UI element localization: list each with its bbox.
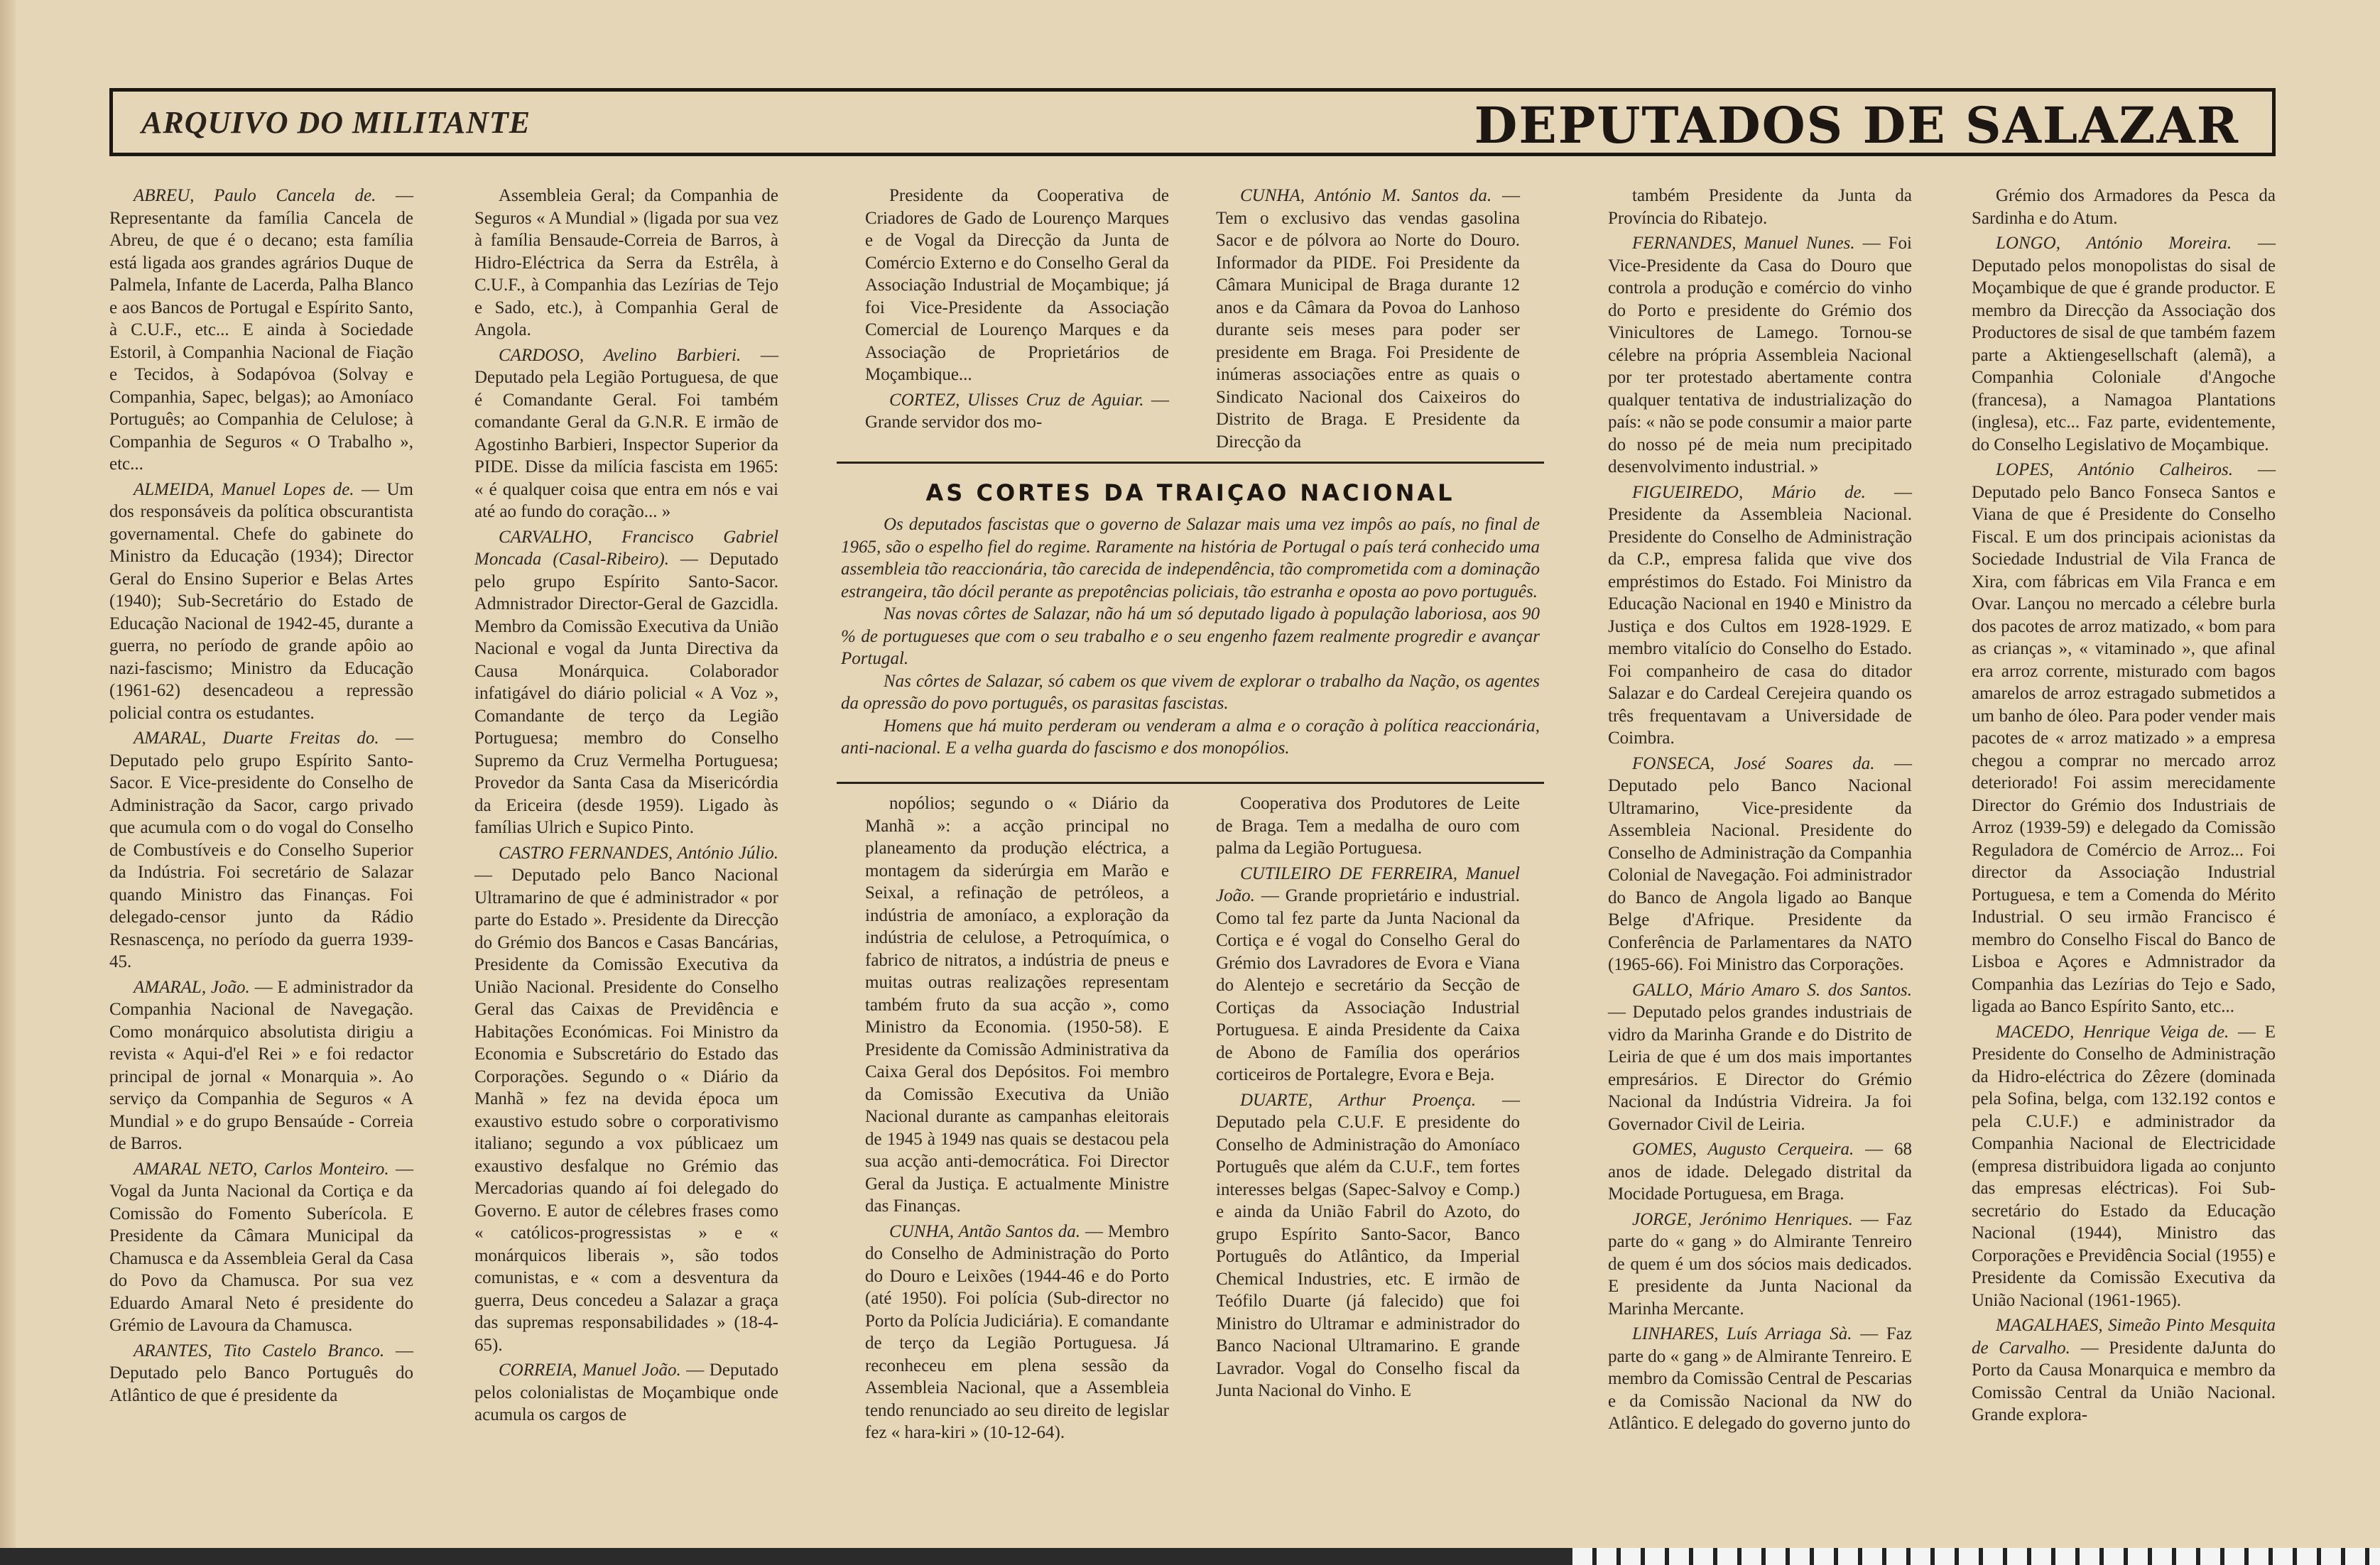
entry-text: também Presidente da Junta da Província do Ribatejo. xyxy=(1608,186,1912,228)
entry xyxy=(1972,185,2276,229)
entry xyxy=(1608,1323,1912,1435)
entry xyxy=(1216,863,1520,1086)
entry xyxy=(1608,979,1912,1136)
deputy-name: AMARAL NETO, Carlos Monteiro. xyxy=(134,1159,389,1179)
section-title: ARQUIVO DO MILITANTE xyxy=(141,105,531,140)
column-4-bottom xyxy=(1216,792,1520,1402)
entry-text: — 68 anos de idade. Delegado distrital da Mocidade Portuguesa, em Braga. xyxy=(1608,1140,1913,1204)
entry xyxy=(1972,459,2276,1018)
entry xyxy=(1608,753,1912,976)
entry xyxy=(109,185,413,476)
entry xyxy=(109,976,413,1155)
entry xyxy=(1608,1138,1912,1206)
deputy-name: CUNHA, António M. Santos da. xyxy=(1240,186,1492,205)
entry-text: Grémio dos Armadores da Pesca da Sardinha e do Atum. xyxy=(1972,186,2276,228)
deputy-name: LINHARES, Luís Arriaga Sà. xyxy=(1632,1324,1852,1343)
entry-text: — Presidente daJunta do Porto da Causa Monarquica e membro da Comissão Central da União Nacional. Grande explora- xyxy=(1972,1338,2276,1424)
entry-text: — Deputado pelos colonialistas de Moçambique onde acumula os cargos de xyxy=(474,1360,778,1424)
deputy-name: DUARTE, Arthur Proença. xyxy=(1240,1090,1477,1110)
deputy-name: CARVALHO, Francisco Gabriel Moncada (Casal-Ribeiro). xyxy=(474,527,778,569)
deputy-name: CASTRO FERNANDES, António Júlio. xyxy=(499,843,778,863)
entry-text: — Grande proprietário e industrial. Como tal fez parte da Junta Nacional da Cortiça e é vogal do Conselho Geral do Grémio dos Lavradores de Evora e Viana do Alentejo e secretário da Secção de Cortiças da Associação Industrial Portuguesa. E ainda Presidente da Caixa de Abono de Família dos operários corticeiros de Portalegre, Evora e Beja. xyxy=(1216,886,1520,1084)
entry xyxy=(1608,232,1912,479)
deputy-name: MACEDO, Henrique Veiga de. xyxy=(1996,1022,2229,1042)
entry-text: — Deputado pelo grupo Espírito Santo-Sacor. E Vice-presidente do Conselho de Administração da Sacor, cargo privado que acumula com o do vogal do Conselho de Combustíveis e do Conselho Superior da Indústria. Foi secretário de Salazar quando Ministro das Finanças. Foi delegado-censor junto da Rádio Resnascença, no período da guerra 1939-45. xyxy=(109,729,413,971)
deputy-name: CUTILEIRO DE FERREIRA, Manuel João. xyxy=(1216,863,1520,905)
entry xyxy=(109,479,413,725)
column-3-top xyxy=(865,185,1169,434)
entry-text: — Deputado pelos grandes industriais de vidro da Marinha Grande e do Distrito de Leiria de que é um dos mais importantes empresários. E Director do Grémio Nacional da Indústria Vidreira. Ja foi Governador Civil de Leiria. xyxy=(1608,1003,1912,1134)
entry xyxy=(1608,481,1912,750)
entry-text: — E administrador da Companhia Nacional de Navegação. Como monárquico absolutista dirigiu a revista « Aqui-d'el Rei » e foi redactor principal de jornal « Monarquia ». Ao serviço da Companhia de Seguros « A Mundial » e do grupo Bensaúde - Correia de Barros. xyxy=(109,977,413,1153)
deputy-name: FIGUEIREDO, Mário de. xyxy=(1632,482,1866,502)
editorial-paragraph: Homens que há muito perderam ou venderam a alma e o coração à política reaccionária, anti-nacional. E a velha guarda do fascismo e dos monopólios. xyxy=(841,716,1540,758)
deputy-name: GALLO, Mário Amaro S. dos Santos. xyxy=(1632,980,1912,1000)
entry-text: — Deputado pelo Banco Nacional Ultramarino de que é administrador « por parte do Estado ». Presidente da Direcção do Grémio dos Bancos e Casas Bancárias, Presidente da Comissão Executiva da União Nacional. Presidente do Conselho Geral das Caixas de Previdência e Habitações Económicas. Foi Ministro da Economia e Subscretário do Estado das Corporações. Segundo o « Diário da Manhã » fez na devida época um exaustivo estudo sobre o corporativismo italiano; segundo a vox públicaez um exaustivo desfalque no Grémio das Mercadorias quando aí foi delegado do Governo. E autor de célebres frases como « católicos-progressistas » e « monárquicos liberais », são todos comunistas, e « com a desventura da guerra, Deus concedeu a Salazar a graça das supremas responsabilidades » (18-4-65). xyxy=(474,866,778,1355)
entry-text: — Presidente da Assembleia Nacional. Presidente do Conselho de Administração da C.P., empresa falida que vive dos empréstimos do Estado. Foi Ministro da Educação Nacional en 1940 e Ministro da Justiça e dos Cultos em 1928-1929. E membro vitalício do Conselho do Estado. Foi companheiro de casa do ditador Salazar e do Cardeal Cerejeira quando os três frequentavam a Universidade de Coimbra. xyxy=(1608,482,1912,748)
entry-text: Assembleia Geral; da Companhia de Seguros « A Mundial » (ligada por sua vez à família Bensaude-Correia de Barros, à Hidro-Eléctrica da Serra da Estrêla, à C.U.F., à Companhia das Lezírias de Tejo e Sado, etc.), à Companhia Geral de Angola. xyxy=(474,186,778,339)
editorial-title: AS CORTES DA TRAIÇAO NACIONAL xyxy=(925,479,1455,506)
editorial-box xyxy=(837,462,1544,784)
deputy-name: MAGALHAES, Simeão Pinto Mesquita de Carvalho. xyxy=(1972,1316,2276,1358)
deputy-name: AMARAL, João. xyxy=(134,977,250,997)
deputy-name: ABREU, Paulo Cancela de. xyxy=(134,186,376,205)
editorial-paragraph: Os deputados fascistas que o governo de Salazar mais uma vez impôs ao país, no final de 1965, são o espelho fiel do regime. Raramente na história de Portugal o país terá conhecido uma assembleia tão reaccionária, tão carecida de independência, tão comprometida com a dominação estrangeira, tão dócil perante as prepotências policiais, tão estranha e oposta ao povo português. xyxy=(841,515,1540,601)
entry-text: — Grande servidor dos mo- xyxy=(865,390,1169,432)
entry xyxy=(1608,185,1912,229)
deputy-name: ALMEIDA, Manuel Lopes de. xyxy=(134,479,354,499)
entry xyxy=(474,185,778,342)
editorial-text xyxy=(841,513,1540,760)
entry-text: — Membro do Conselho de Administração do Porto do Douro e Leixões (1944-46 e do Porto (até 1950). Foi polícia (Sub-director no Porto da Polícia Judiciária). E comandante de terço da Legião Portuguesa. Já reconheceu em plena sessão da Assembleia Nacional, que a Assembleia tendo renunciado ao seu direito de legislar fez « hara-kiri » (10-12-64). xyxy=(865,1221,1169,1442)
deputy-name: JORGE, Jerónimo Henriques. xyxy=(1632,1209,1853,1229)
entry xyxy=(474,526,778,839)
column-6 xyxy=(1972,185,2276,1427)
deputy-name: CORREIA, Manuel João. xyxy=(499,1360,681,1380)
deputy-name: GOMES, Augusto Cerqueira. xyxy=(1632,1140,1854,1159)
entry-text: — Vogal da Junta Nacional da Cortiça e da Comissão do Fomento Suberícola. E Presidente da Câmara Municipal da Chamusca e da Assembleia Geral da Casa do Povo da Chamusca. Por sua vez Eduardo Amaral Neto é presidente do Grémio de Lavoura da Chamusca. xyxy=(109,1159,413,1335)
deputy-name: AMARAL, Duarte Freitas do. xyxy=(134,729,379,748)
entry-text: — E Presidente do Conselho de Administração da Hidro-eléctrica do Zêzere (dominada pela Sofina, belga, com 132.192 contos e pela C.U.F.) e administrador da Companhia Nacional de Electricidade (empresa distribuidora ligada ao conjunto das empresas eléctricas). Foi Sub-secretário do Estado da Educação Nacional (1944), Ministro das Corporações e Previdência Social (1955) e Presidente da Comissão Executiva da União Nacional (1961-1965). xyxy=(1972,1022,2276,1310)
entry-text: — Representante da família Cancela de Abreu, de que é o decano; esta família está ligada aos grandes agrários Duque de Palmela, Infante de Lacerda, Palha Blanco e aos Bancos de Portugal e Espírito Santo, à C.U.F., etc... E ainda à Sociedade Estoril, à Companhia Nacional de Fiação e Tecidos, à Sodapóvoa (Solvay e Companhia, Sapec, belgas); ao Amoníaco Português; ao Companhia de Celulose; à Companhia de Seguros « O Trabalho », etc... xyxy=(109,186,414,474)
entry-text: — Deputado pelo grupo Espírito Santo-Sacor. Admnistrador Director-Geral de Gazcidla. Membro da Comissão Executiva da União Nacional e vogal da Junta Directiva da Causa Monárquica. Colaborador infatigável do diário policial « A Voz », Comandante de terço da Legião Portuguesa; membro do Conselho Supremo da Cruz Vermelha Portuguesa; Provedor da Santa Casa da Misericórdia da Ericeira (desde 1959). Ligado às famílias Ulrich e Supico Pinto. xyxy=(474,550,778,837)
deputy-name: CUNHA, Antão Santos da. xyxy=(889,1221,1081,1241)
entry-text: — Tem o exclusivo das vendas gasolina Sacor e de pólvora ao Norte do Douro. Informador da PIDE. Foi Presidente da Câmara Municipal de Braga durante 12 anos e da Câmara da Povoa do Lanhoso durante seis meses para poder ser presidente em Braga. Foi Presidente de inúmeras associações entre as quais o Sindicato Nacional dos Caixeiros do Distrito de Braga. E Presidente da Direcção da xyxy=(1216,186,1520,452)
entry-text: — Deputado pelo Banco Português do Atlântico de que é presidente da xyxy=(109,1341,413,1405)
entry-text: — Deputado pelo Banco Nacional Ultramarino, Vice-presidente da Assembleia Nacional. Presidente do Conselho de Administração da Companhia Colonial de Navegação. Foi administrador do Banco de Angola ligado ao Banque Belge d'Afrique. Presidente da Conferência de Parlamentares da NATO (1965-66). Foi Ministro das Corporações. xyxy=(1608,753,1913,974)
page-header xyxy=(109,88,2276,156)
entry-text: — Foi Vice-Presidente da Casa do Douro que controla a produção e comércio do vinho do Porto e presidente do Grémio dos Vinicultores de Lamego. Tornou-se célebre na própria Assembleia Nacional por ter protestado abertamente contra qualquer tentativa de industrialização do país: « não se pode consumir a maior parte do nosso pé de meia num precipitado desenvolvimento industrial. » xyxy=(1608,234,1912,476)
deputy-name: LOPES, António Calheiros. xyxy=(1996,460,2233,479)
entry xyxy=(1972,232,2276,456)
entry-text: — Faz parte do « gang » de Almirante Tenreiro. E membro da Comissão Central de Pescarias e da Comissão Nacional da NW do Atlântico. E delegado do governo junto do xyxy=(1608,1324,1912,1433)
entry-text: — Deputado pelos monopolistas do sisal de Moçambique de que é grande productor. E membro da Direcção da Associação dos Productores de sisal de que também fazem parte a Aktiengesellschaft (alemã), a Companhia Coloniale d'Angoche (francesa), a Namagoa Plantations (inglesa), etc... Faz parte, evidentemente, do Conselho Legislativo de Moçambique. xyxy=(1972,234,2276,454)
entry xyxy=(109,1340,413,1407)
column-2 xyxy=(474,185,778,1427)
entry xyxy=(865,792,1169,1218)
column-5 xyxy=(1608,185,1912,1435)
editorial-paragraph: Nas novas côrtes de Salazar, não há um só deputado ligado à população laboriosa, aos 90 % de portugueses que com o seu trabalho e o seu engenho fazem realmente progredir e avançar Portugal. xyxy=(841,604,1540,668)
scan-scale-bar xyxy=(1572,1548,2380,1565)
entry-text: nopólios; segundo o « Diário da Manhã »: a acção principal no planeamento da produção eléctrica, a montagem da siderúrgia em Marão e Seixal, a refinação de petróleos, a indústria de amoníaco, a exploração da indústria de celulose, a Petroquímica, o fabrico de nitratos, a indústria de pneus e muitas outras realizações representam também fruto da sua acção », como Ministro da Economia. (1950-58). E Presidente da Comissão Administrativa da Caixa Geral dos Depósitos. Foi membro da Comissão Executiva da União Nacional durante as campanhas eleitorais de 1945 à 1949 nas quais se destacou pela sua acção anti-democrática. Foi Director Geral da Justiça. E actualmente Ministre das Finanças. xyxy=(865,794,1169,1216)
editorial-paragraph: Nas côrtes de Salazar, só cabem os que vivem de explorar o trabalho da Nação, os agentes da opressão do povo português, os parasitas fascistas. xyxy=(841,671,1540,713)
column-1 xyxy=(109,185,413,1407)
deputy-name: CARDOSO, Avelino Barbieri. xyxy=(499,345,741,365)
entry-text: — Um dos responsáveis da política obscurantista governamental. Chefe do gabinete do Ministro da Educação (1934); Director Geral do Ensino Superior e Belas Artes (1940); Sub-Secretário do Estado de Educação Nacional de 1942-45, durante a guerra, no período de grande apôio ao nazi-fascismo; Ministro da Educação (1961-62) desencadeou a repressão policial contra os estudantes. xyxy=(109,479,413,723)
deputy-name: FERNANDES, Manuel Nunes. xyxy=(1632,234,1855,253)
entry xyxy=(474,344,778,523)
entry-text: — Faz parte do « gang » do Almirante Tenreiro de quem é um dos sócios mais dedicados. E presidente da Junta Nacional da Marinha Mercante. xyxy=(1608,1209,1912,1319)
column-4-top xyxy=(1216,185,1520,453)
deputy-name: CORTEZ, Ulisses Cruz de Aguiar. xyxy=(889,390,1144,410)
entry xyxy=(865,1221,1169,1444)
entry xyxy=(109,727,413,974)
entry xyxy=(865,185,1169,386)
entry-text: Presidente da Cooperativa de Criadores de Gado de Lourenço Marques e de Vogal da Direcção da Junta de Comércio Externo e do Conselho Geral da Associação Industrial de Moçambique; já foi Vice-Presidente da Associação Comercial de Lourenço Marques e da Associação de Proprietários de Moçambique... xyxy=(865,186,1169,384)
entry-text: — Deputado pela Legião Portuguesa, de que é Comandante Geral. Foi também comandante Geral da G.N.R. E irmão de Agostinho Barbieri, Inspector Superior da PIDE. Disse da milícia fascista em 1965: « é qualquer coisa que entra em nós e vai até ao fundo do coração... » xyxy=(474,345,779,521)
entry-text: Cooperativa dos Produtores de Leite de Braga. Tem a medalha de ouro com palma da Legião Portuguesa. xyxy=(1216,794,1520,858)
entry xyxy=(1216,1089,1520,1402)
entry xyxy=(474,1359,778,1427)
entry-text: — Deputado pela C.U.F. E presidente do Conselho de Administração do Amoníaco Português que além da C.U.F., tem fortes interesses belgas (Sapec-Salvoy e Comp.) e ainda da União Fabril do Azoto, do grupo Espírito Santo-Sacor, Banco Português do Atlântico, da Imperial Chemical Industries, etc. E irmão de Teófilo Duarte (já falecido) que foi Ministro do Ultramar e administrador do Banco Nacional Ultramarino. E grande Lavrador. Vogal do Conselho fiscal da Junta Nacional do Vinho. E xyxy=(1216,1090,1520,1400)
entry xyxy=(109,1158,413,1337)
entry xyxy=(474,842,778,1357)
entry xyxy=(1216,185,1520,453)
entry xyxy=(1216,792,1520,860)
entry xyxy=(1972,1021,2276,1312)
column-3-bottom xyxy=(865,792,1169,1444)
deputy-name: ARANTES, Tito Castelo Branco. xyxy=(134,1341,385,1360)
deputy-name: LONGO, António Moreira. xyxy=(1996,234,2232,253)
entry xyxy=(865,389,1169,434)
deputy-name: FONSECA, José Soares da. xyxy=(1632,753,1875,773)
entry xyxy=(1972,1314,2276,1427)
page-title: DEPUTADOS DE SALAZAR xyxy=(1474,96,2239,155)
entry-text: — Deputado pelo Banco Fonseca Santos e Viana de que é Presidente do Conselho Fiscal. E um dos principais acionistas da Sociedade Industrial de Vila Franca de Xira, com fábricas em Vila Franca e em Ovar. Lançou no mercado a célebre burla dos pacotes de arroz matizado, « bom para as crianças », « vitaminado », que afinal era arroz corrente, misturado com bagos amarelos de arroz estragado submetidos a um banho de óleo. Para poder vender mais pacotes de « arroz matizado » a empresa chegou a comprar no mercado arroz deteriorado! Foi assim merecidamente Director do Grémio dos Industriais de Arroz (1939-59) e delegado da Comissão Reguladora de Comércio de Arroz... Foi director da Associação Industrial Portuguesa, e tem a Comenda do Mérito Industrial. O seu irmão Francisco é membro do Conselho Fiscal do Banco de Lisboa e Açores e Admnistrador da Companhia das Lezírias do Tejo e Sado, ligada ao Banco Espírito Santo, etc... xyxy=(1972,460,2276,1016)
entry xyxy=(1608,1209,1912,1321)
